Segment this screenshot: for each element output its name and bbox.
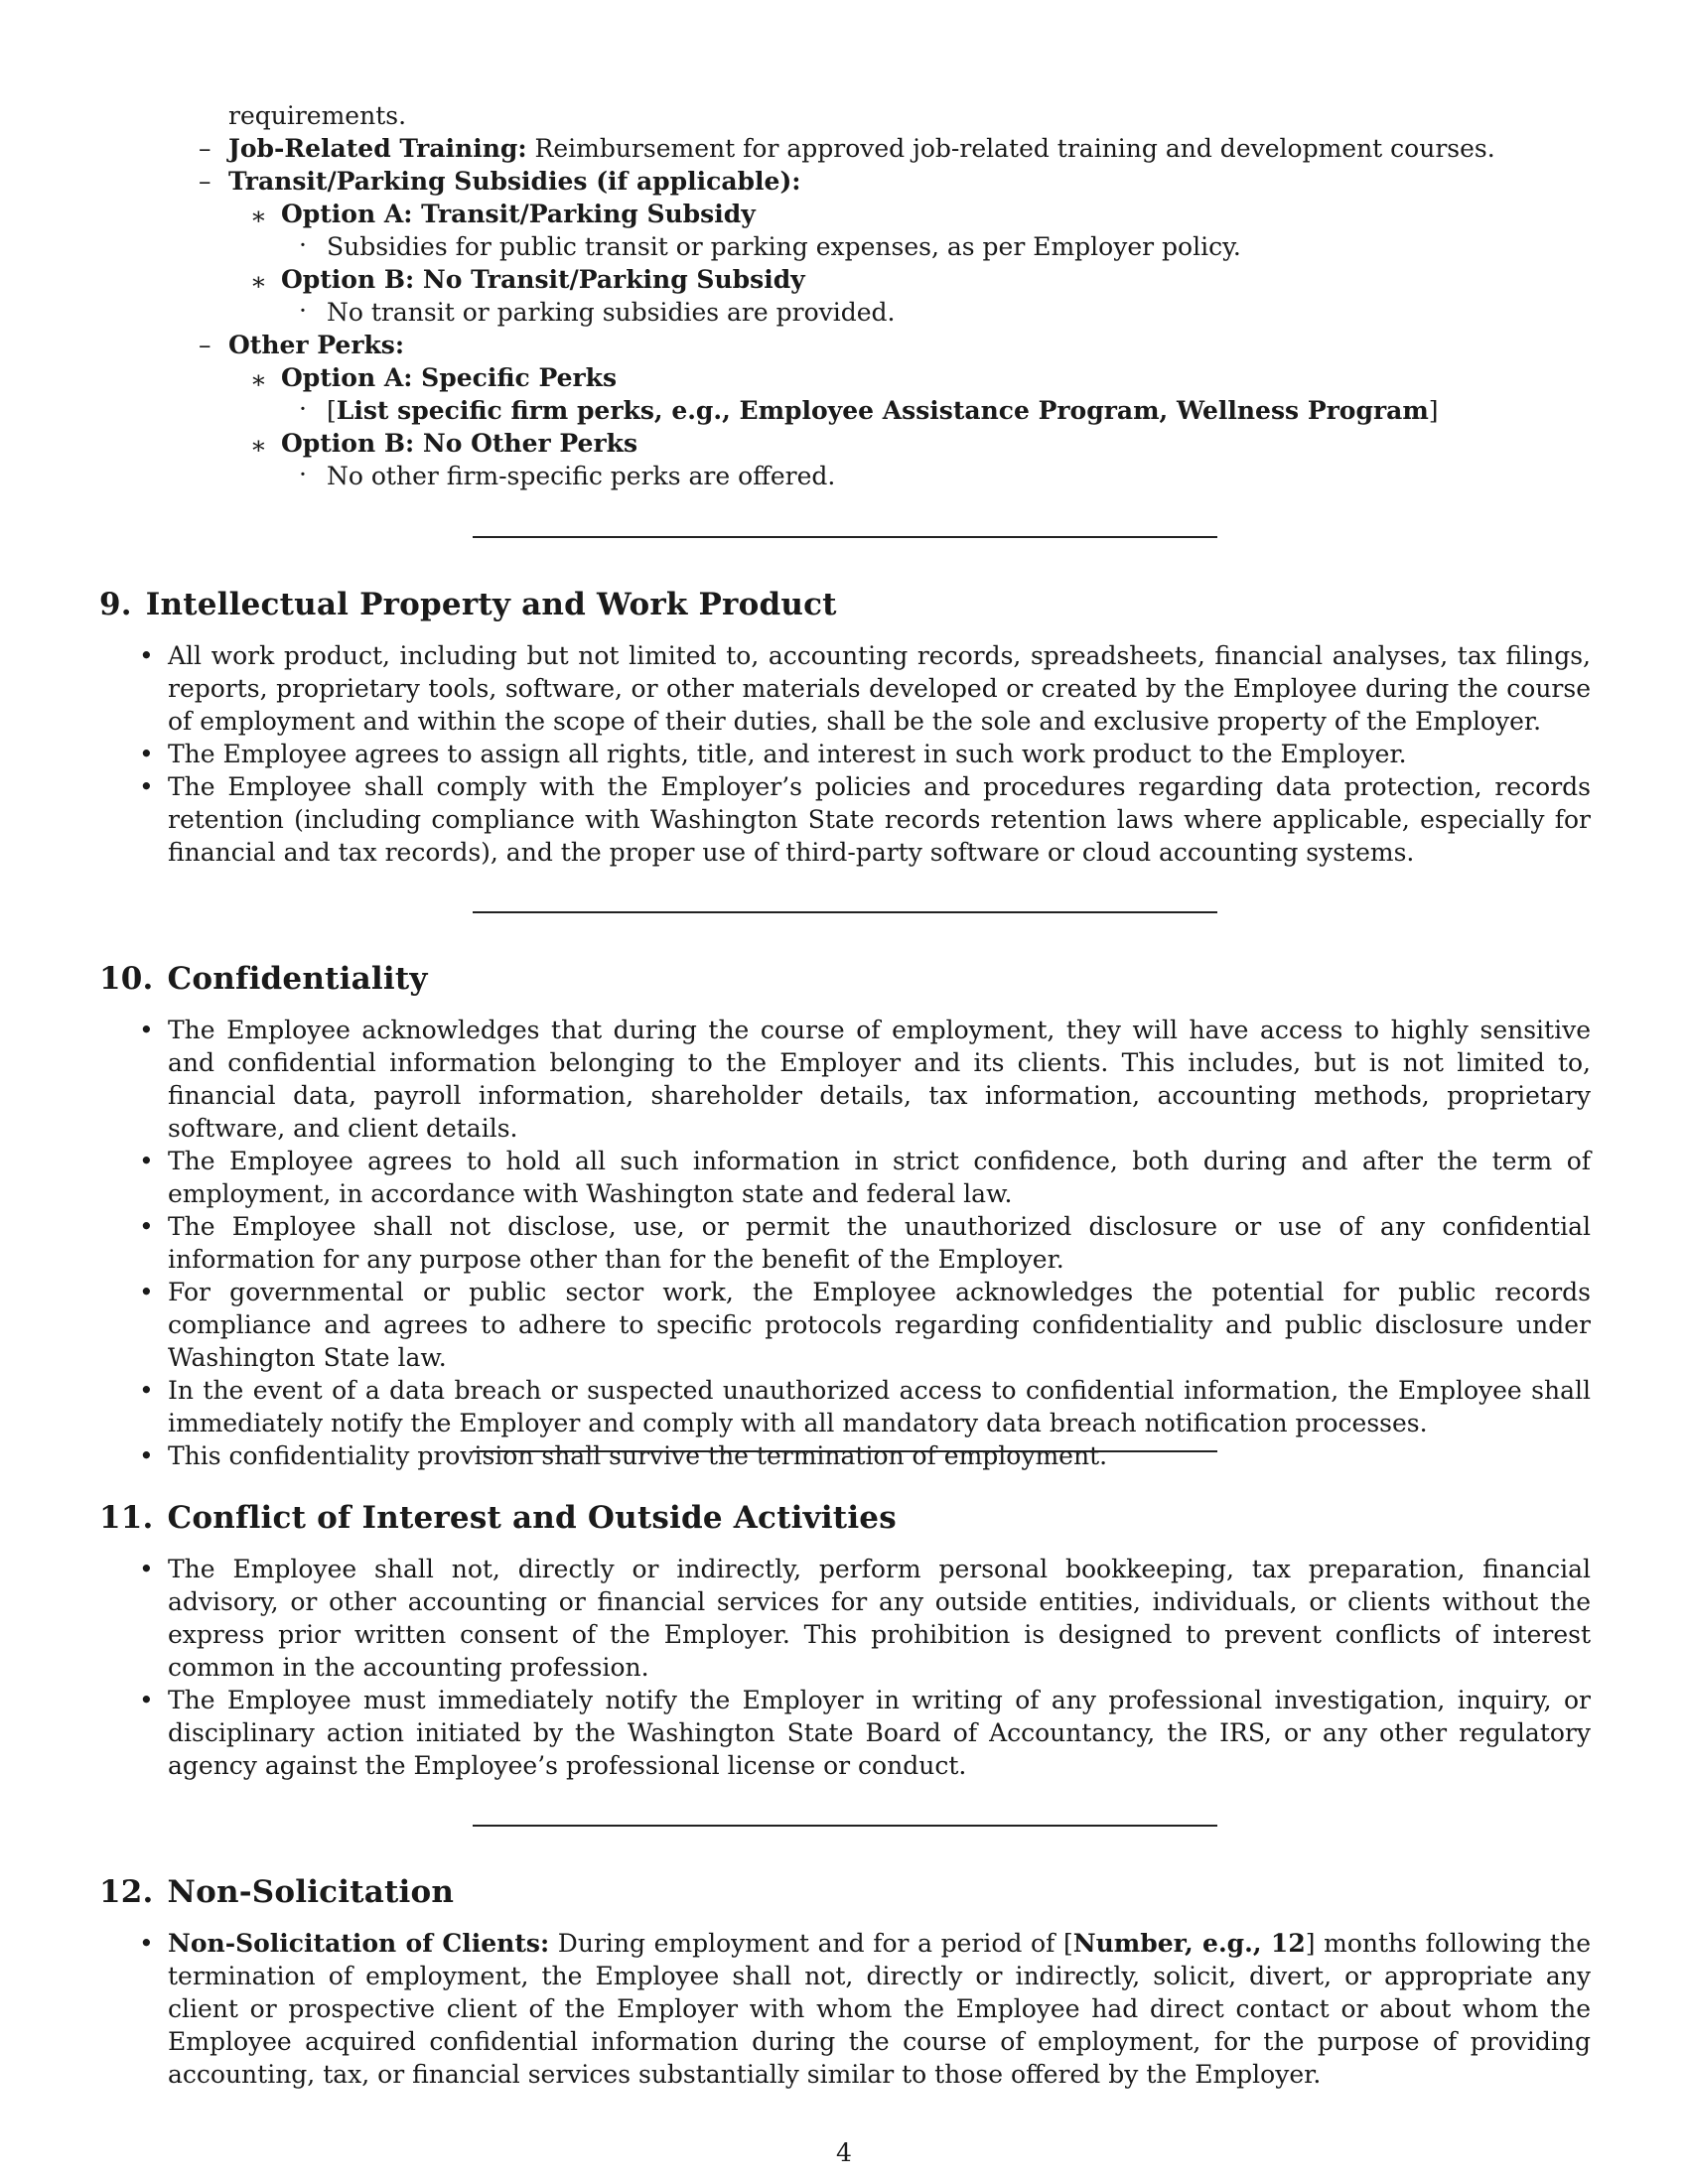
transit-option-b [99, 263, 1589, 296]
non-solicitation-label: Non-Solicitation of Clients: [168, 1929, 550, 1958]
section-12 [99, 1873, 1591, 2091]
perks-option-b-detail [99, 460, 1589, 492]
open-bracket: [ [327, 396, 337, 425]
list-item [99, 1684, 1591, 1782]
bullet-marker: • [139, 1212, 154, 1241]
list-item [99, 1553, 1591, 1684]
bullet-marker: • [139, 1929, 154, 1958]
section-9 [99, 586, 1591, 869]
non-solicitation-text-after: months following the termination of employment, the Employee shall not, directly or indirectly, solicit, divert, or appropriate any client or prospective client of the Employer with whom the Employee had direct contact or about whom the Employee acquired confidential information during the course of employment, for the purpose of providing accounting, tax, or financial services substantially similar to those offered by the Employer. [168, 1929, 1591, 2089]
transit-option-a-detail [99, 230, 1589, 263]
continuation-text: requirements. [228, 101, 407, 130]
star-marker: ∗ [250, 202, 267, 230]
section-10 [99, 960, 1591, 1472]
bullet-marker: • [139, 1441, 154, 1470]
section-divider [473, 911, 1217, 913]
middot-marker: · [299, 394, 307, 423]
months-placeholder: Number, e.g., 12 [1072, 1929, 1306, 1958]
bullet-list [99, 1927, 1591, 2091]
star-marker: ∗ [250, 365, 267, 394]
transit-option-a-label: Option A: Transit/Parking Subsidy [281, 200, 756, 228]
bullet-marker: • [139, 1686, 154, 1714]
open-bracket: [ [1062, 1929, 1073, 1958]
list-item-text: For governmental or public sector work, the Employee acknowledges the potential for public records compliance and agrees to adhere to specific protocols regarding confidentiality and public disclosure under Washington State law. [168, 1278, 1591, 1372]
list-item-text: The Employee agrees to hold all such information in strict confidence, both during and after the term of employment, in accordance with Washington state and federal law. [168, 1147, 1591, 1208]
section-number: 10. [99, 961, 154, 997]
section-11 [99, 1499, 1591, 1782]
bullet-marker: • [139, 1278, 154, 1306]
section-title: Non-Solicitation [167, 1874, 455, 1910]
list-item-text: The Employee must immediately notify the Employer in writing of any professional investigation, inquiry, or disciplinary action initiated by the Washington State Board of Accountancy, the IRS, or any other regulatory agency against the Employee’s professional license or conduct. [168, 1686, 1591, 1780]
perks-option-b-label: Option B: No Other Perks [281, 429, 638, 458]
list-item-text: The Employee shall not, directly or indirectly, perform personal bookkeeping, tax preparation, financial advisory, or other accounting or financial services for any outside entities, individuals, or clients without the express prior written consent of the Employer. This prohibition is designed to prevent conflicts of interest common in the accounting profession. [168, 1555, 1591, 1682]
middot-marker: · [299, 460, 307, 488]
star-marker: ∗ [250, 431, 267, 460]
section-number: 9. [99, 587, 132, 622]
list-item [99, 1439, 1591, 1472]
middot-marker: · [299, 230, 307, 259]
bullet-marker: • [139, 1147, 154, 1175]
bullet-list [99, 639, 1591, 869]
section-divider [473, 1825, 1217, 1827]
transit-option-a [99, 198, 1589, 230]
close-bracket: ] [1428, 396, 1439, 425]
transit-option-a-text: Subsidies for public transit or parking expenses, as per Employer policy. [327, 232, 1241, 261]
list-item [99, 639, 1591, 738]
bullet-marker: • [139, 1555, 154, 1583]
list-item-text: The Employee shall not disclose, use, or permit the unauthorized disclosure or use of any confidential information for any purpose other than for the benefit of the Employer. [168, 1212, 1591, 1274]
transit-item [99, 165, 1589, 198]
bullet-marker: • [139, 1016, 154, 1044]
perks-item [99, 329, 1589, 361]
transit-option-b-text: No transit or parking subsidies are provided. [327, 298, 896, 327]
bullet-list [99, 1553, 1591, 1782]
perks-option-b [99, 427, 1589, 460]
section-divider [473, 1450, 1217, 1452]
page-number: 4 [836, 2138, 852, 2167]
section-number: 11. [99, 1500, 154, 1536]
bullet-list [99, 1014, 1591, 1472]
job-training-item [99, 132, 1589, 165]
transit-label: Transit/Parking Subsidies (if applicable): [228, 167, 801, 196]
list-item [99, 1014, 1591, 1145]
transit-option-b-label: Option B: No Transit/Parking Subsidy [281, 265, 805, 294]
section-number: 12. [99, 1874, 154, 1910]
job-training-text: Reimbursement for approved job-related training and development courses. [526, 134, 1495, 163]
list-item-text: This confidentiality provision shall survive the termination of employment. [168, 1441, 1108, 1470]
perks-option-a-label: Option A: Specific Perks [281, 363, 618, 392]
dash-marker: – [199, 167, 211, 196]
perks-option-b-text: No other firm-specific perks are offered. [327, 462, 836, 490]
dash-marker: – [199, 331, 211, 359]
list-item [99, 1210, 1591, 1276]
dash-marker: – [199, 134, 211, 163]
perks-option-a-detail [99, 394, 1589, 427]
transit-option-b-detail [99, 296, 1589, 329]
perks-label: Other Perks: [228, 331, 405, 359]
list-item [99, 1276, 1591, 1374]
section-title: Confidentiality [167, 961, 428, 997]
bullet-marker: • [139, 1376, 154, 1405]
section-heading [99, 960, 1591, 998]
perks-option-a-text: List specific firm perks, e.g., Employee Assistance Program, Wellness Program [336, 396, 1429, 425]
list-item [99, 738, 1591, 770]
bullet-marker: • [139, 641, 154, 670]
middot-marker: · [299, 296, 307, 325]
list-item-text: The Employee acknowledges that during the course of employment, they will have access to highly sensitive and confidential information belonging to the Employer and its clients. This includes, but is not limited to, financial data, payroll information, shareholder details, tax information, accounting methods, proprietary software, and client details. [168, 1016, 1591, 1143]
list-item [99, 1374, 1591, 1439]
list-item [99, 770, 1591, 869]
section-heading [99, 1873, 1591, 1911]
job-training-label: Job-Related Training: [228, 134, 527, 163]
section-title: Intellectual Property and Work Product [145, 587, 837, 622]
section-heading [99, 1499, 1591, 1537]
close-bracket: ] [1305, 1929, 1316, 1958]
list-item-text: In the event of a data breach or suspected unauthorized access to confidential information, the Employee shall immediately notify the Employer and comply with all mandatory data breach notification processes. [168, 1376, 1591, 1437]
list-item-text: All work product, including but not limited to, accounting records, spreadsheets, financial analyses, tax filings, reports, proprietary tools, software, or other materials developed or created by the Employee during the course of employment and within the scope of their duties, shall be the sole and exclusive property of the Employer. [168, 641, 1591, 736]
bullet-marker: • [139, 740, 154, 768]
star-marker: ∗ [250, 267, 267, 296]
section-heading [99, 586, 1591, 623]
non-solicitation-text-before: During employment and for a period of [549, 1929, 1063, 1958]
list-item-text: The Employee shall comply with the Employer’s policies and procedures regarding data protection, records retention (including compliance with Washington State records retention laws where applicable, especially for financial and tax records), and the proper use of third-party software or cloud accounting systems. [168, 772, 1591, 867]
section-divider [473, 536, 1217, 538]
bullet-marker: • [139, 772, 154, 801]
benefits-continuation [99, 99, 1589, 492]
list-item-text: The Employee agrees to assign all rights, title, and interest in such work product to the Employer. [168, 740, 1407, 768]
list-item [99, 1927, 1591, 2091]
perks-option-a [99, 361, 1589, 394]
list-item [99, 1145, 1591, 1210]
section-title: Conflict of Interest and Outside Activities [167, 1500, 897, 1536]
